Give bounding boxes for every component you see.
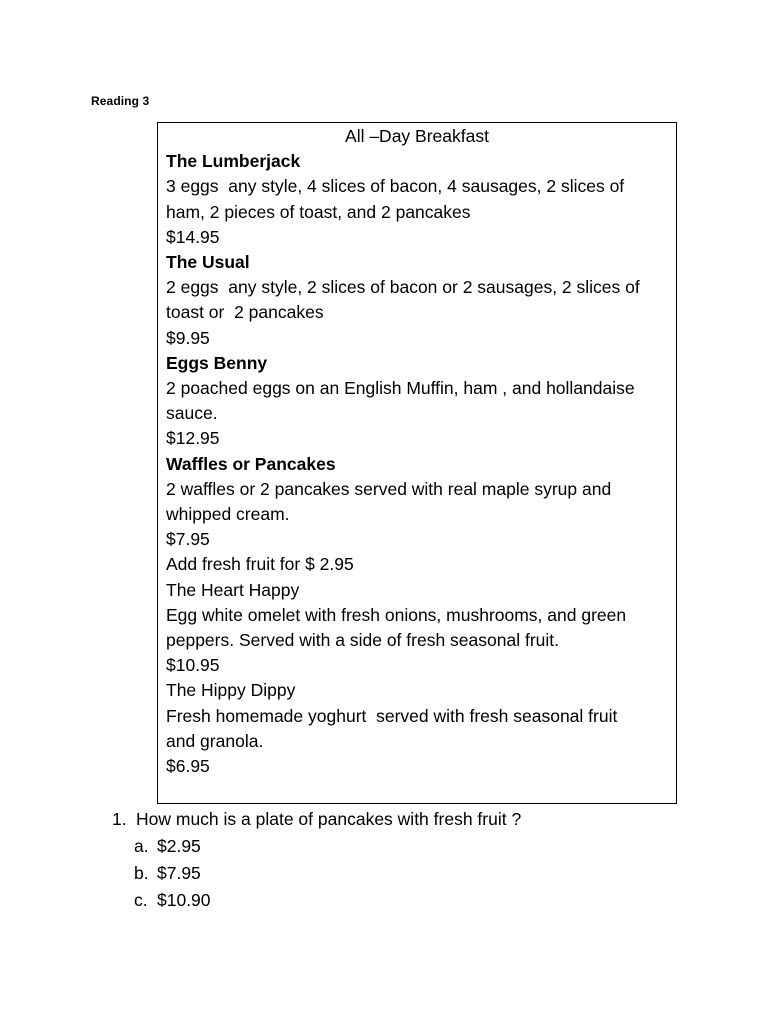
question-block	[112, 806, 521, 914]
menu-item-price: $6.95	[166, 756, 210, 777]
menu-item-description: Egg white omelet with fresh onions, mushrooms, and green	[166, 604, 627, 625]
menu-item-name: Eggs Benny	[166, 352, 268, 373]
menu-item-description: whipped cream.	[166, 504, 290, 525]
menu-item-price: $9.95	[166, 327, 210, 348]
breakfast-menu	[157, 122, 677, 804]
option-text: $7.95	[157, 863, 201, 883]
answer-option-c	[134, 887, 521, 914]
menu-title: All –Day Breakfast	[345, 126, 489, 146]
menu-item-description: toast or 2 pancakes	[166, 302, 324, 323]
menu-item-price: $10.95	[166, 655, 220, 676]
option-letter: c.	[134, 890, 148, 910]
menu-item-name: The Hippy Dippy	[166, 680, 296, 701]
menu-item-description: Fresh homemade yoghurt served with fresh seasonal fruit	[166, 705, 618, 726]
menu-item-description: 2 poached eggs on an English Muffin, ham , and hollandaise	[166, 378, 635, 399]
question-text: How much is a plate of pancakes with fresh fruit ?	[136, 809, 522, 829]
menu-item-name: The Heart Happy	[166, 579, 300, 600]
menu-item-description: ham, 2 pieces of toast, and 2 pancakes	[166, 201, 471, 222]
option-letter: b.	[134, 863, 149, 883]
menu-item-price: $7.95	[166, 529, 210, 550]
menu-item-description: 2 waffles or 2 pancakes served with real maple syrup and	[166, 478, 612, 499]
menu-item-description: 3 eggs any style, 4 slices of bacon, 4 sausages, 2 slices of	[166, 176, 625, 197]
menu-item-price: $12.95	[166, 428, 220, 449]
menu-item-description: and granola.	[166, 730, 264, 751]
answer-options	[112, 833, 521, 914]
answer-option-b	[134, 860, 521, 887]
menu-item-name: The Usual	[166, 252, 250, 273]
option-text: $2.95	[157, 836, 201, 856]
menu-item-description: 2 eggs any style, 2 slices of bacon or 2 sausages, 2 slices of	[166, 277, 640, 298]
option-text: $10.90	[157, 890, 211, 910]
answer-option-a	[134, 833, 521, 860]
question-number: 1.	[112, 809, 127, 829]
reading-label: Reading 3	[91, 94, 150, 108]
menu-item-description: sauce.	[166, 403, 218, 424]
menu-item-name: Waffles or Pancakes	[166, 453, 336, 474]
menu-item-description: peppers. Served with a side of fresh seasonal fruit.	[166, 630, 559, 651]
option-letter: a.	[134, 836, 149, 856]
menu-item-price: $14.95	[166, 226, 220, 247]
menu-item-name: The Lumberjack	[166, 151, 301, 172]
menu-item-addon: Add fresh fruit for $ 2.95	[166, 554, 354, 575]
question	[112, 806, 521, 833]
